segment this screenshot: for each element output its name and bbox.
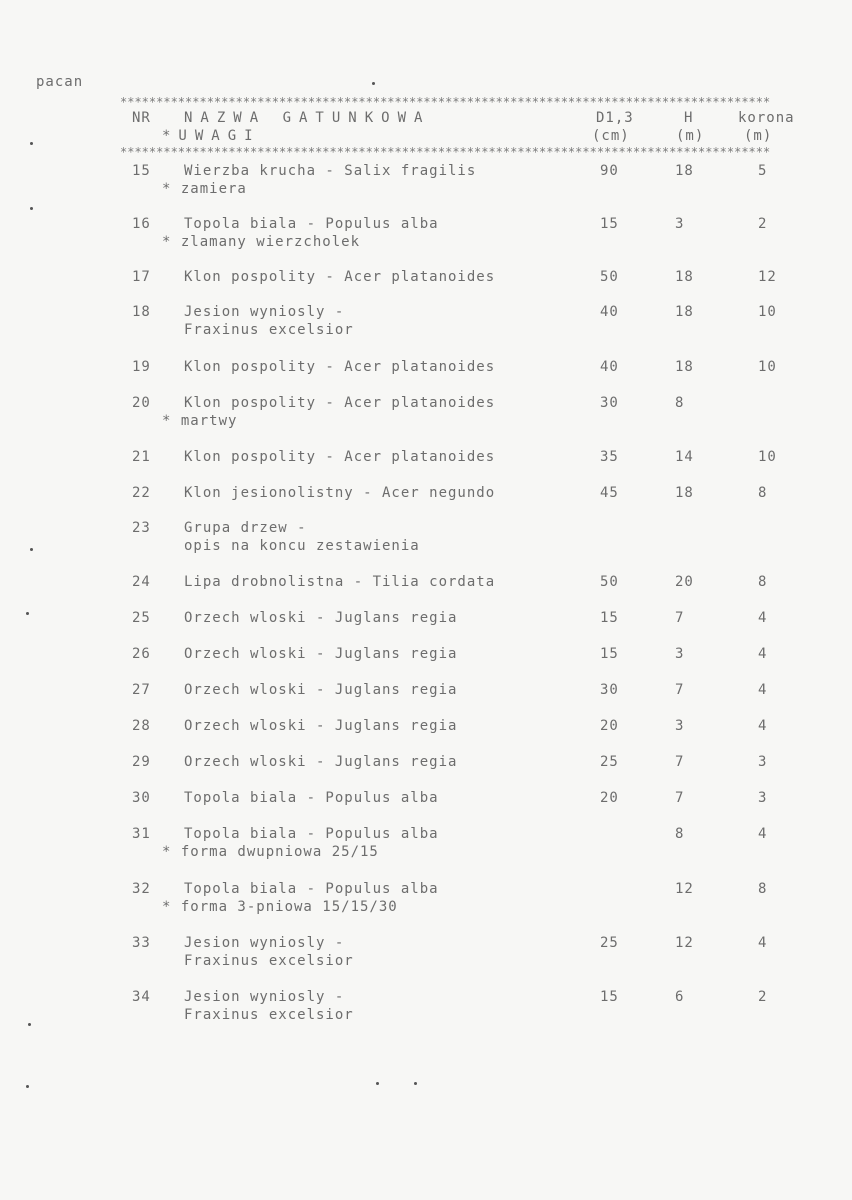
tree-height: 18 (675, 359, 694, 375)
speck (26, 1085, 29, 1088)
row-number: 16 (132, 216, 151, 232)
crown-width: 4 (758, 610, 768, 626)
row-number: 15 (132, 163, 151, 179)
crown-width: 4 (758, 718, 768, 734)
trunk-diameter: 15 (600, 216, 619, 232)
species-name: Klon pospolity - Acer platanoides (184, 449, 496, 465)
speck (28, 1023, 31, 1026)
table-row (0, 881, 852, 921)
crown-width: 4 (758, 935, 768, 951)
separator-top: ****************************************************************************************** (120, 96, 771, 108)
species-name: Lipa drobnolistna - Tilia cordata (184, 574, 496, 590)
table-row (0, 574, 852, 614)
header-height: H (684, 110, 694, 126)
header-crown: korona (738, 110, 795, 126)
crown-width: 8 (758, 574, 768, 590)
table-row (0, 485, 852, 525)
header-dbh: D1,3 (596, 110, 634, 126)
table-row (0, 610, 852, 650)
table-row (0, 935, 852, 975)
tree-height: 14 (675, 449, 694, 465)
trunk-diameter: 40 (600, 359, 619, 375)
row-remark: * forma 3-pniowa 15/15/30 (162, 899, 398, 915)
species-name: Grupa drzew - (184, 520, 307, 536)
speck (26, 612, 29, 615)
tree-height: 7 (675, 790, 685, 806)
row-number: 31 (132, 826, 151, 842)
crown-width: 12 (758, 269, 777, 285)
crown-width: 8 (758, 881, 768, 897)
trunk-diameter: 45 (600, 485, 619, 501)
trunk-diameter: 25 (600, 754, 619, 770)
row-number: 30 (132, 790, 151, 806)
tree-height: 18 (675, 269, 694, 285)
trunk-diameter: 30 (600, 682, 619, 698)
row-number: 19 (132, 359, 151, 375)
tree-height: 7 (675, 682, 685, 698)
speck (30, 207, 33, 210)
trunk-diameter: 15 (600, 989, 619, 1005)
row-number: 29 (132, 754, 151, 770)
crown-width: 10 (758, 359, 777, 375)
species-name-continued: Fraxinus excelsior (184, 953, 354, 969)
crown-width: 3 (758, 754, 768, 770)
table-row (0, 449, 852, 489)
crown-width: 10 (758, 304, 777, 320)
tree-height: 20 (675, 574, 694, 590)
header-crown-unit: (m) (744, 128, 773, 144)
row-number: 26 (132, 646, 151, 662)
trunk-diameter: 15 (600, 646, 619, 662)
species-name-continued: Fraxinus excelsior (184, 1007, 354, 1023)
species-name: Klon jesionolistny - Acer negundo (184, 485, 496, 501)
row-remark: * forma dwupniowa 25/15 (162, 844, 379, 860)
table-row (0, 395, 852, 435)
header-species-name: NAZWA GATUNKOWA (184, 110, 431, 126)
crown-width: 10 (758, 449, 777, 465)
row-number: 20 (132, 395, 151, 411)
species-name: Klon pospolity - Acer platanoides (184, 395, 496, 411)
document-tag: pacan (36, 74, 84, 90)
table-row (0, 304, 852, 344)
species-name: Topola biala - Populus alba (184, 826, 439, 842)
trunk-diameter: 50 (600, 269, 619, 285)
species-name: Jesion wyniosly - (184, 304, 345, 320)
species-name: Orzech wloski - Juglans regia (184, 754, 458, 770)
species-name-continued: Fraxinus excelsior (184, 322, 354, 338)
table-row (0, 359, 852, 399)
trunk-diameter: 35 (600, 449, 619, 465)
trunk-diameter: 25 (600, 935, 619, 951)
table-row (0, 718, 852, 758)
tree-height: 3 (675, 646, 685, 662)
row-number: 32 (132, 881, 151, 897)
tree-height: 3 (675, 718, 685, 734)
tree-height: 7 (675, 754, 685, 770)
trunk-diameter: 90 (600, 163, 619, 179)
tree-height: 6 (675, 989, 685, 1005)
row-number: 22 (132, 485, 151, 501)
crown-width: 5 (758, 163, 768, 179)
row-remark: * zlamany wierzcholek (162, 234, 361, 250)
species-name: Klon pospolity - Acer platanoides (184, 269, 496, 285)
crown-width: 2 (758, 989, 768, 1005)
species-name: Orzech wloski - Juglans regia (184, 682, 458, 698)
tree-height: 7 (675, 610, 685, 626)
species-name: Jesion wyniosly - (184, 935, 345, 951)
row-number: 24 (132, 574, 151, 590)
tree-height: 8 (675, 826, 685, 842)
row-number: 23 (132, 520, 151, 536)
trunk-diameter: 40 (600, 304, 619, 320)
species-name: Jesion wyniosly - (184, 989, 345, 1005)
row-number: 34 (132, 989, 151, 1005)
crown-width: 8 (758, 485, 768, 501)
row-number: 27 (132, 682, 151, 698)
tree-height: 18 (675, 485, 694, 501)
table-row (0, 754, 852, 794)
row-remark: * zamiera (162, 181, 247, 197)
species-name: Topola biala - Populus alba (184, 216, 439, 232)
speck (414, 1082, 417, 1085)
row-number: 17 (132, 269, 151, 285)
header-dbh-unit: (cm) (592, 128, 630, 144)
crown-width: 4 (758, 682, 768, 698)
table-row (0, 646, 852, 686)
species-name: Topola biala - Populus alba (184, 790, 439, 806)
row-number: 25 (132, 610, 151, 626)
tree-height: 18 (675, 304, 694, 320)
table-row (0, 682, 852, 722)
table-row (0, 989, 852, 1029)
header-nr: NR (132, 110, 151, 126)
table-row (0, 520, 852, 560)
row-number: 18 (132, 304, 151, 320)
table-row (0, 790, 852, 830)
crown-width: 2 (758, 216, 768, 232)
tree-height: 18 (675, 163, 694, 179)
row-number: 21 (132, 449, 151, 465)
speck (372, 82, 375, 85)
crown-width: 3 (758, 790, 768, 806)
tree-height: 12 (675, 881, 694, 897)
header-remarks: *UWAGI (162, 128, 261, 144)
row-remark: * martwy (162, 413, 238, 429)
row-number: 28 (132, 718, 151, 734)
table-row (0, 163, 852, 203)
header-height-unit: (m) (676, 128, 705, 144)
species-name: Orzech wloski - Juglans regia (184, 646, 458, 662)
speck (376, 1082, 379, 1085)
tree-height: 8 (675, 395, 685, 411)
species-name: Wierzba krucha - Salix fragilis (184, 163, 477, 179)
species-name: Orzech wloski - Juglans regia (184, 610, 458, 626)
species-name: Topola biala - Populus alba (184, 881, 439, 897)
tree-height: 3 (675, 216, 685, 232)
crown-width: 4 (758, 646, 768, 662)
table-row (0, 216, 852, 256)
trunk-diameter: 30 (600, 395, 619, 411)
species-name: Klon pospolity - Acer platanoides (184, 359, 496, 375)
speck (30, 142, 33, 145)
trunk-diameter: 50 (600, 574, 619, 590)
trunk-diameter: 15 (600, 610, 619, 626)
separator-header: ****************************************************************************************** (120, 146, 771, 158)
species-name-continued: opis na koncu zestawienia (184, 538, 420, 554)
tree-height: 12 (675, 935, 694, 951)
speck (30, 548, 33, 551)
crown-width: 4 (758, 826, 768, 842)
table-row (0, 826, 852, 866)
row-number: 33 (132, 935, 151, 951)
species-name: Orzech wloski - Juglans regia (184, 718, 458, 734)
table-row (0, 269, 852, 309)
trunk-diameter: 20 (600, 718, 619, 734)
trunk-diameter: 20 (600, 790, 619, 806)
